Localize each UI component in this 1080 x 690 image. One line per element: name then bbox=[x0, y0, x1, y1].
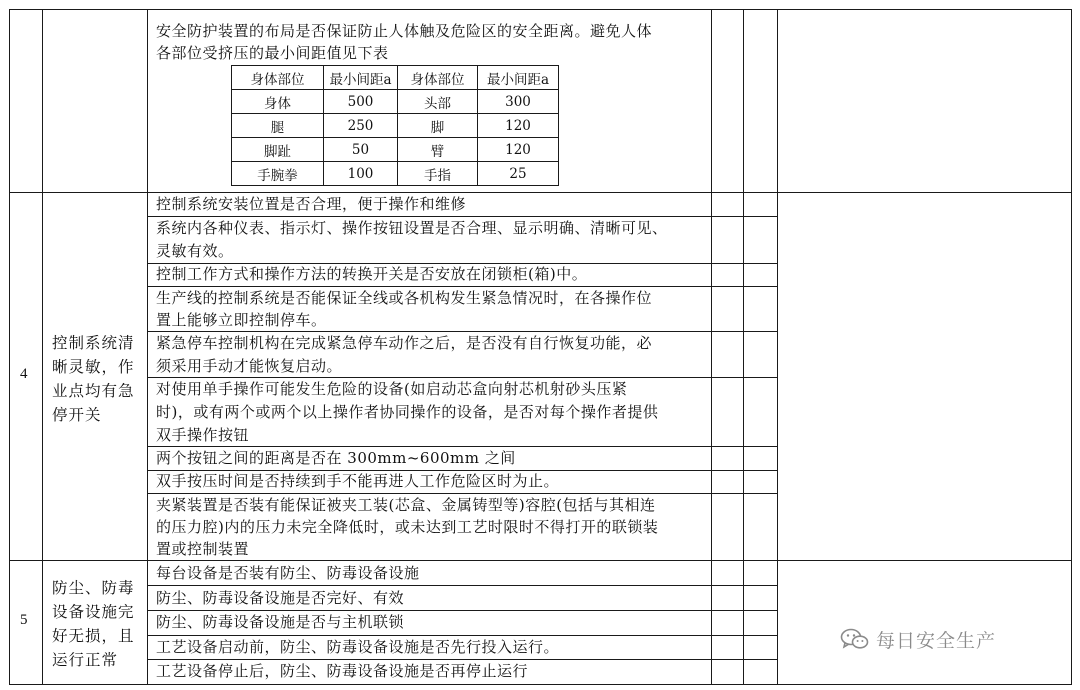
section-category: 防尘、防毒设备设施完好无损，且运行正常 bbox=[52, 579, 135, 669]
grid-line bbox=[1071, 9, 1072, 685]
table-cell: 头部 bbox=[398, 90, 478, 114]
table-cell: 100 bbox=[324, 162, 398, 186]
check-item: 灵敏有效。 bbox=[156, 242, 234, 260]
table-cell: 250 bbox=[324, 114, 398, 138]
check-item: 双手操作按钮 bbox=[156, 426, 250, 444]
grid-line bbox=[9, 684, 1072, 685]
distance-table bbox=[231, 65, 559, 186]
table-cell: 臂 bbox=[398, 138, 478, 162]
table-row bbox=[232, 162, 559, 186]
grid-line bbox=[9, 9, 1072, 10]
check-item: 控制系统安装位置是否合理，便于操作和维修 bbox=[156, 195, 467, 213]
check-item: 系统内各种仪表、指示灯、操作按钮设置是否合理、显示明确、清晰可见、 bbox=[156, 219, 668, 237]
section-number: 4 bbox=[20, 366, 28, 382]
check-item: 防尘、防毒设备设施是否与主机联锁 bbox=[156, 613, 405, 631]
intro-line: 安全防护装置的布局是否保证防止人体触及危险区的安全距离。避免人体 bbox=[156, 22, 653, 40]
table-cell: 脚 bbox=[398, 114, 478, 138]
table-cell: 25 bbox=[478, 162, 559, 186]
section-number: 5 bbox=[20, 612, 28, 628]
table-cell: 120 bbox=[478, 138, 559, 162]
check-item: 对使用单手操作可能发生危险的设备(如启动芯盒向射芯机射砂头压紧 bbox=[156, 380, 628, 398]
section-category: 控制系统清晰灵敏，作业点均有急停开关 bbox=[52, 334, 135, 424]
check-item: 每台设备是否装有防尘、防毒设备设施 bbox=[156, 564, 420, 582]
grid-line bbox=[9, 9, 10, 685]
grid-line bbox=[743, 9, 744, 685]
table-cell: 身体 bbox=[232, 90, 324, 114]
column-header: 身体部位 bbox=[398, 66, 478, 90]
column-header: 最小间距a bbox=[324, 66, 398, 90]
check-item: 置上能够立即控制停车。 bbox=[156, 311, 327, 329]
intro-line: 各部位受挤压的最小间距值见下表 bbox=[156, 44, 389, 62]
watermark-text: 每日安全生产 bbox=[876, 629, 997, 652]
table-cell: 50 bbox=[324, 138, 398, 162]
check-item: 紧急停车控制机构在完成紧急停车动作之后，是否没有自行恢复功能，必 bbox=[156, 334, 653, 352]
check-item: 须采用手动才能恢复启动。 bbox=[156, 357, 343, 375]
check-item: 生产线的控制系统是否能保证全线或各机构发生紧急情况时，在各操作位 bbox=[156, 289, 653, 307]
column-header: 身体部位 bbox=[232, 66, 324, 90]
column-header: 最小间距a bbox=[478, 66, 559, 90]
table-cell: 手腕拳 bbox=[232, 162, 324, 186]
table-header-row bbox=[232, 66, 559, 90]
grid-line bbox=[42, 9, 43, 685]
table-row bbox=[232, 138, 559, 162]
check-item: 时)，或有两个或两个以上操作者协同操作的设备，是否对每个操作者提供 bbox=[156, 403, 659, 421]
wechat-icon bbox=[840, 627, 870, 651]
table-cell: 500 bbox=[324, 90, 398, 114]
table-cell: 300 bbox=[478, 90, 559, 114]
grid-line bbox=[711, 9, 712, 685]
table-cell: 120 bbox=[478, 114, 559, 138]
table-cell: 手指 bbox=[398, 162, 478, 186]
grid-line bbox=[147, 9, 148, 685]
grid-line bbox=[777, 9, 778, 685]
table-cell: 脚趾 bbox=[232, 138, 324, 162]
check-item: 工艺设备停止后，防尘、防毒设备设施是否再停止运行 bbox=[156, 662, 529, 680]
check-item: 工艺设备启动前，防尘、防毒设备设施是否先行投入运行。 bbox=[156, 638, 560, 656]
table-row bbox=[232, 114, 559, 138]
check-item: 置或控制装置 bbox=[156, 540, 250, 558]
check-item: 夹紧装置是否装有能保证被夹工装(芯盒、金属铸型等)容腔(包括与其相连 bbox=[156, 496, 656, 514]
watermark bbox=[840, 623, 996, 655]
grid-line bbox=[147, 585, 778, 586]
check-item: 两个按钮之间的距离是否在 300mm~600mm 之间 bbox=[156, 449, 516, 467]
check-item: 双手按压时间是否持续到手不能再进人工作危险区时为止。 bbox=[156, 472, 560, 490]
check-item: 的压力腔)内的压力未完全降低时，或未达到工艺时限时不得打开的联锁装 bbox=[156, 518, 659, 536]
check-item: 控制工作方式和操作方法的转换开关是否安放在闭锁柜(箱)中。 bbox=[156, 265, 588, 283]
table-cell: 腿 bbox=[232, 114, 324, 138]
check-item: 防尘、防毒设备设施是否完好、有效 bbox=[156, 589, 405, 607]
table-row bbox=[232, 90, 559, 114]
